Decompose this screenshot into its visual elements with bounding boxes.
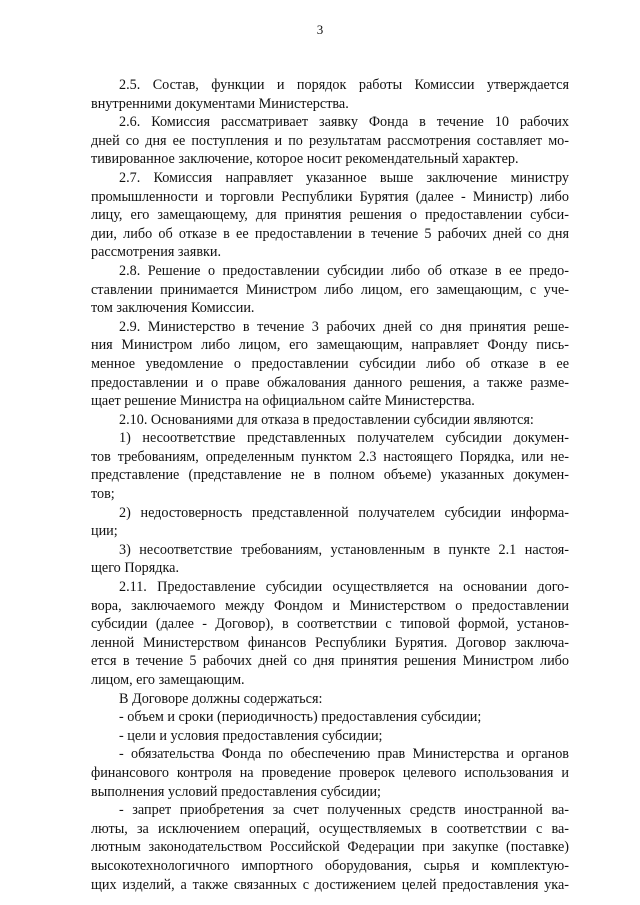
text-line: промышленности и торговли Республики Бурятия (далее - Министр) либо	[91, 188, 569, 205]
text-line: 2.11. Предоставление субсидии осуществляется на основании дого-	[119, 579, 569, 596]
text-line: менное уведомление о предоставлении субсидии либо об отказе в ее	[91, 355, 569, 372]
text-line: том заключения Комиссии.	[91, 300, 255, 317]
text-line: ции;	[91, 523, 118, 540]
document-body	[91, 76, 569, 894]
text-line: 3) несоответствие требованиям, установленным в пункте 2.1 настоя-	[119, 541, 569, 558]
text-line: финансового контроля на проведение проверок целевого использования и	[91, 764, 569, 781]
text-line: тивированное заключение, которое носит рекомендательный характер.	[91, 151, 519, 168]
text-line: дии, либо об отказе в ее предоставлении в течение 5 рабочих дней со дня	[91, 225, 569, 242]
text-line: 2.9. Министерство в течение 3 рабочих дней со дня принятия реше-	[119, 318, 569, 335]
text-line: ставлении принимается Министром либо лицом, его замещающим, с уче-	[91, 281, 569, 298]
text-line: щего Порядка.	[91, 560, 180, 577]
text-line: внутренними документами Министерства.	[91, 95, 349, 112]
text-line: ния Министром либо лицом, его замещающим, направляет Фонду пись-	[91, 337, 569, 354]
text-line: предоставлении и о праве обжалования данного решения, а также разме-	[91, 374, 569, 391]
text-line: лицу, его замещающему, для принятия решения о предоставлении субси-	[91, 207, 569, 224]
text-line: ется в течение 5 рабочих дней со дня принятия решения Министром либо	[91, 653, 569, 670]
text-line: высокотехнологичного импортного оборудования, сырья и комплектую-	[91, 857, 569, 874]
text-line: лицом, его замещающим.	[91, 672, 245, 688]
text-line: 2.10. Основаниями для отказа в предоставлении субсидии являются:	[119, 411, 534, 428]
text-line: представление (представление не в полном объеме) указанных докумен-	[91, 467, 569, 484]
text-line: - объем и сроки (периодичность) предоставления субсидии;	[119, 709, 482, 726]
text-line: В Договоре должны содержаться:	[119, 690, 323, 707]
text-line: щает решение Министра на официальном сайте Министерства.	[91, 393, 475, 410]
text-line: - запрет приобретения за счет полученных средств иностранной ва-	[119, 802, 569, 819]
text-line: 2.8. Решение о предоставлении субсидии либо об отказе в ее предо-	[119, 262, 569, 279]
text-line: тов требованиям, определенным пунктом 2.3 настоящего Порядка, или не-	[91, 448, 569, 465]
text-line: 1) несоответствие представленных получателем субсидии докумен-	[119, 430, 569, 447]
text-line: люты, за исключением операций, осуществляемых в соответствии с ва-	[91, 820, 569, 837]
text-line: субсидии (далее - Договор), в соответствии с типовой формой, установ-	[91, 616, 569, 633]
text-line: щих изделий, а также связанных с достижением целей предоставления ука-	[91, 876, 569, 893]
text-line: 2.7. Комиссия направляет указанное выше заключение министру	[119, 169, 569, 186]
text-line: вора, заключаемого между Фондом и Министерством о предоставлении	[91, 597, 569, 614]
text-line: рассмотрения заявки.	[91, 244, 222, 261]
text-line: 2) недостоверность представленной получателем субсидии информа-	[119, 504, 569, 521]
text-line: ленной Министерством финансов Республики Бурятия. Договор заключа-	[91, 634, 569, 651]
page-number: 3	[316, 22, 324, 37]
text-line: дней со дня ее поступления и по результатам рассмотрения составляет мо-	[91, 132, 569, 149]
text-line: - цели и условия предоставления субсидии;	[119, 727, 383, 744]
text-line: - обязательства Фонда по обеспечению прав Министерства и органов	[119, 746, 569, 763]
text-line: 2.6. Комиссия рассматривает заявку Фонда в течение 10 рабочих	[119, 114, 569, 131]
text-line: тов;	[91, 486, 115, 503]
text-line: лютным законодательством Российской Федерации при закупке (поставке)	[91, 839, 569, 856]
text-line: выполнения условий предоставления субсидии;	[91, 783, 381, 800]
text-line: 2.5. Состав, функции и порядок работы Комиссии утверждается	[119, 77, 569, 93]
